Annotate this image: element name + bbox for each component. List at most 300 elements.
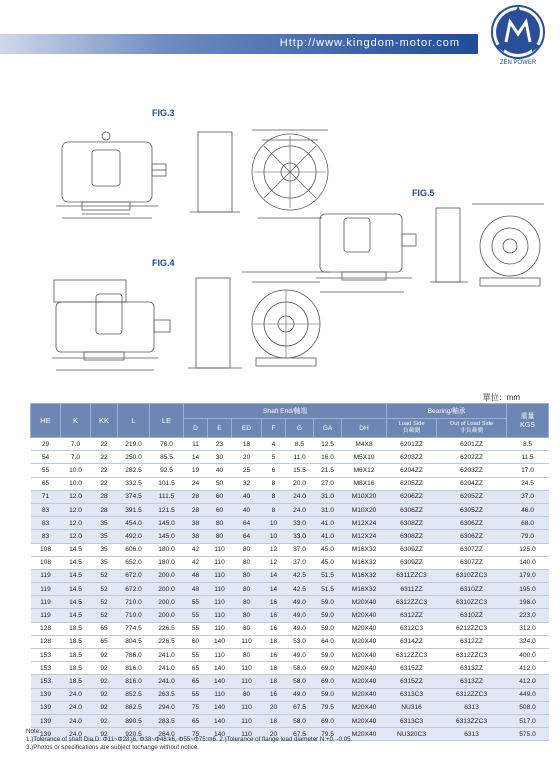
table-cell: 46.0	[507, 503, 549, 516]
table-row	[31, 596, 549, 609]
table-cell: 241.0	[150, 675, 184, 688]
table-cell: 882.5	[118, 701, 150, 714]
table-cell: 22	[91, 438, 118, 451]
table-cell: 18.5	[61, 662, 91, 675]
table-cell: 110	[232, 714, 262, 727]
table-cell: 38	[184, 530, 208, 543]
table-cell: 6205ZZ	[387, 477, 437, 490]
table-cell: 6204ZZ	[437, 477, 507, 490]
table-cell: 16	[262, 688, 286, 701]
table-cell: 10.0	[61, 477, 91, 490]
table-row	[31, 569, 549, 582]
table-cell: 25	[232, 464, 262, 477]
col-header-e: E	[208, 419, 232, 438]
table-cell: 92	[91, 728, 118, 741]
table-cell: 18	[262, 635, 286, 648]
table-cell: 108	[31, 543, 61, 556]
table-cell: 92	[91, 688, 118, 701]
table-cell: 79.5	[314, 728, 342, 741]
table-cell: 59.0	[314, 622, 342, 635]
table-cell: 24.0	[61, 688, 91, 701]
table-cell: 263.5	[150, 688, 184, 701]
table-cell: M8X16	[342, 477, 387, 490]
table-cell: 6308ZZ	[387, 530, 437, 543]
table-cell: 80	[232, 583, 262, 596]
table-cell: 80	[232, 649, 262, 662]
table-cell: 6312ZZC3	[387, 596, 437, 609]
fig4-drawing	[46, 262, 336, 380]
fig4-label: FIG.4	[152, 258, 175, 268]
logo-text: ZEN POWER	[499, 60, 537, 66]
table-cell: 14.5	[61, 569, 91, 582]
table-cell: 35	[91, 556, 118, 569]
table-cell: M5X10	[342, 451, 387, 464]
table-cell: 454.0	[118, 517, 150, 530]
logo-emblem-icon	[484, 2, 552, 62]
table-cell: M20X40	[342, 714, 387, 727]
table-cell: 85.5	[150, 451, 184, 464]
table-cell: 6312C3	[387, 622, 437, 635]
table-cell: 19	[184, 464, 208, 477]
table-cell: 65	[31, 477, 61, 490]
table-cell: 6309ZZ	[387, 543, 437, 556]
table-cell: 24.0	[286, 490, 314, 503]
table-cell: 28	[184, 490, 208, 503]
table-cell: 108	[31, 556, 61, 569]
table-cell: 24.0	[61, 728, 91, 741]
table-cell: 28	[184, 503, 208, 516]
table-cell: 710.0	[118, 609, 150, 622]
table-cell: 12	[262, 543, 286, 556]
table-cell: 198.0	[507, 596, 549, 609]
table-row	[31, 622, 549, 635]
table-cell: 6306ZZ	[437, 530, 507, 543]
table-cell: 139	[31, 688, 61, 701]
table-cell: 49.0	[286, 688, 314, 701]
table-cell: M20X40	[342, 649, 387, 662]
table-cell: 55	[184, 688, 208, 701]
table-cell: 24.0	[61, 701, 91, 714]
table-cell: 80	[232, 688, 262, 701]
table-cell: M12X24	[342, 517, 387, 530]
table-cell: 37.0	[286, 556, 314, 569]
table-cell: 69.0	[314, 662, 342, 675]
table-cell: 672.0	[118, 583, 150, 596]
table-cell: 119	[31, 583, 61, 596]
table-cell: 774.5	[118, 622, 150, 635]
table-cell: 140	[208, 701, 232, 714]
table-cell: 508.0	[507, 701, 549, 714]
table-cell: 606.0	[118, 543, 150, 556]
table-cell: M10X20	[342, 490, 387, 503]
table-cell: M16X32	[342, 569, 387, 582]
table-cell: 517.0	[507, 714, 549, 727]
table-cell: 139	[31, 728, 61, 741]
table-cell: 110	[208, 583, 232, 596]
table-cell: 41.0	[314, 530, 342, 543]
table-cell: 80	[232, 543, 262, 556]
table-cell: 80	[232, 622, 262, 635]
table-cell: 6313ZZ	[437, 662, 507, 675]
table-cell: 55	[184, 622, 208, 635]
table-cell: 6313C3	[387, 688, 437, 701]
table-cell: 125.0	[507, 543, 549, 556]
table-cell: 42	[184, 543, 208, 556]
table-cell: 40	[232, 490, 262, 503]
table-cell: 59.0	[314, 688, 342, 701]
table-cell: 18.5	[61, 675, 91, 688]
table-cell: 200.0	[150, 609, 184, 622]
table-cell: NU316	[387, 701, 437, 714]
table-cell: 55	[184, 649, 208, 662]
table-cell: 110	[208, 649, 232, 662]
table-cell: 101.5	[150, 477, 184, 490]
table-cell: 35	[91, 530, 118, 543]
table-cell: 110	[208, 596, 232, 609]
table-cell: 80	[232, 596, 262, 609]
table-cell: 20.0	[286, 477, 314, 490]
table-cell: 11.5	[507, 451, 549, 464]
table-cell: 80	[232, 556, 262, 569]
header-banner	[0, 34, 478, 54]
table-cell: 65	[91, 635, 118, 648]
table-cell: 4	[262, 438, 286, 451]
table-cell: 92	[91, 701, 118, 714]
table-cell: 33.0	[286, 517, 314, 530]
col-header-k: K	[61, 404, 91, 438]
table-cell: M20X40	[342, 662, 387, 675]
table-cell: 40	[232, 503, 262, 516]
table-cell: 6313	[437, 728, 507, 741]
table-cell: 45.0	[314, 543, 342, 556]
table-cell: M16X32	[342, 583, 387, 596]
table-cell: 492.0	[118, 530, 150, 543]
table-cell: 6309ZZ	[387, 556, 437, 569]
table-cell: 75	[184, 701, 208, 714]
table-cell: 10	[262, 530, 286, 543]
table-cell: 119	[31, 596, 61, 609]
table-cell: 110	[208, 556, 232, 569]
table-cell: 50	[208, 477, 232, 490]
table-cell: 180.0	[150, 556, 184, 569]
table-cell: 6212ZZC3	[437, 622, 507, 635]
table-row	[31, 635, 549, 648]
table-cell: M4X8	[342, 438, 387, 451]
table-cell: 12.0	[61, 503, 91, 516]
table-cell: 12.5	[314, 438, 342, 451]
table-cell: 6311ZZC3	[387, 569, 437, 582]
table-cell: NU320C3	[387, 728, 437, 741]
table-cell: 250.0	[118, 451, 150, 464]
table-cell: 128	[31, 635, 61, 648]
table-cell: 14.5	[61, 596, 91, 609]
table-cell: 6201ZZ	[437, 438, 507, 451]
table-cell: 18.5	[61, 649, 91, 662]
table-cell: 10.0	[61, 464, 91, 477]
table-cell: 35	[91, 517, 118, 530]
table-cell: 64	[232, 530, 262, 543]
table-cell: 67.5	[286, 728, 314, 741]
table-cell: 18	[232, 438, 262, 451]
table-cell: 180.0	[150, 543, 184, 556]
table-cell: 21.5	[314, 464, 342, 477]
table-cell: 83	[31, 530, 61, 543]
fig3-label: FIG.3	[152, 108, 175, 118]
table-cell: 6205ZZ	[437, 490, 507, 503]
table-cell: 6312ZZ	[387, 609, 437, 622]
table-cell: 64	[232, 517, 262, 530]
website-url[interactable]: Http://www.kingdom-motor.com	[279, 37, 460, 49]
table-cell: 20	[262, 728, 286, 741]
table-cell: 332.5	[118, 477, 150, 490]
table-cell: 652.0	[118, 556, 150, 569]
table-cell: 110	[232, 662, 262, 675]
table-cell: 145.0	[150, 517, 184, 530]
table-cell: 55	[184, 609, 208, 622]
table-cell: 68.0	[507, 517, 549, 530]
table-cell: 31.0	[314, 490, 342, 503]
table-cell: 449.0	[507, 688, 549, 701]
table-cell: 69.0	[314, 714, 342, 727]
col-header-d: D	[184, 419, 208, 438]
table-cell: 16	[262, 649, 286, 662]
table-cell: 140	[208, 728, 232, 741]
table-cell: 64.0	[314, 635, 342, 648]
table-row	[31, 530, 549, 543]
table-cell: 264.0	[150, 728, 184, 741]
table-cell: 60	[184, 635, 208, 648]
table-cell: 6315ZZ	[387, 662, 437, 675]
table-cell: 8.5	[286, 438, 314, 451]
table-cell: 22	[91, 451, 118, 464]
table-cell: M16X32	[342, 556, 387, 569]
table-cell: 6313ZZ	[437, 675, 507, 688]
table-cell: 786.0	[118, 649, 150, 662]
table-cell: 140.0	[507, 556, 549, 569]
table-cell: 12.0	[61, 490, 91, 503]
table-cell: 92	[91, 649, 118, 662]
table-cell: 6307ZZ	[437, 556, 507, 569]
table-cell: 6	[262, 464, 286, 477]
table-cell: 71	[31, 490, 61, 503]
table-cell: 6203ZZ	[437, 464, 507, 477]
table-cell: 6305ZZ	[437, 503, 507, 516]
table-cell: 153	[31, 675, 61, 688]
table-cell: M20X40	[342, 728, 387, 741]
table-cell: M20X40	[342, 596, 387, 609]
table-cell: 35	[91, 543, 118, 556]
table-cell: 179.0	[507, 569, 549, 582]
table-cell: M12X24	[342, 530, 387, 543]
table-cell: 45.0	[314, 556, 342, 569]
table-cell: M20X40	[342, 622, 387, 635]
table-cell: M20X40	[342, 609, 387, 622]
table-cell: 37.0	[507, 490, 549, 503]
table-cell: 80	[232, 609, 262, 622]
company-logo	[484, 2, 552, 70]
table-row	[31, 490, 549, 503]
table-row	[31, 675, 549, 688]
table-cell: 139	[31, 714, 61, 727]
fig5-label: FIG.5	[412, 188, 435, 198]
table-cell: 145.0	[150, 530, 184, 543]
col-header-load-side: Load Side 負載側	[387, 419, 437, 438]
table-cell: 59.0	[314, 609, 342, 622]
table-cell: 7.0	[61, 438, 91, 451]
table-cell: 12	[262, 556, 286, 569]
table-cell: 58.0	[286, 662, 314, 675]
table-cell: 6202ZZ	[437, 451, 507, 464]
table-cell: 6310ZZ	[437, 583, 507, 596]
col-header-he: HE	[31, 404, 61, 438]
table-cell: 241.0	[150, 649, 184, 662]
table-cell: 12.0	[61, 530, 91, 543]
table-row	[31, 543, 549, 556]
table-cell: M20X40	[342, 688, 387, 701]
table-cell: 110	[232, 635, 262, 648]
table-cell: 400.0	[507, 649, 549, 662]
table-cell: 15.5	[286, 464, 314, 477]
table-cell: 24.5	[507, 477, 549, 490]
table-cell: 6311ZZ	[387, 583, 437, 596]
table-cell: 92	[91, 675, 118, 688]
table-cell: 14.5	[61, 583, 91, 596]
notes-title: Note:	[26, 728, 41, 735]
table-cell: 16	[262, 622, 286, 635]
table-cell: 22	[91, 464, 118, 477]
table-cell: 49.0	[286, 649, 314, 662]
table-cell: 6313ZZC3	[437, 714, 507, 727]
col-header-f: F	[262, 419, 286, 438]
table-cell: 312.0	[507, 622, 549, 635]
table-cell: 14.5	[61, 556, 91, 569]
table-row	[31, 477, 549, 490]
table-cell: 153	[31, 662, 61, 675]
table-cell: 83	[31, 517, 61, 530]
table-cell: 8	[262, 477, 286, 490]
table-cell: 195.0	[507, 583, 549, 596]
table-cell: 27.0	[314, 477, 342, 490]
table-cell: 816.0	[118, 675, 150, 688]
table-cell: 22	[91, 477, 118, 490]
table-cell: 6201ZZ	[387, 438, 437, 451]
table-cell: 5	[262, 451, 286, 464]
table-cell: 890.5	[118, 714, 150, 727]
table-cell: 8.5	[507, 438, 549, 451]
table-cell: 16	[262, 609, 286, 622]
table-cell: 92	[91, 662, 118, 675]
table-cell: 52	[91, 596, 118, 609]
table-cell: 14.5	[61, 543, 91, 556]
group-header-shaft: Shaft End/軸端	[184, 404, 387, 419]
table-cell: 37.0	[286, 543, 314, 556]
table-cell: 92.5	[150, 464, 184, 477]
table-cell: 804.5	[118, 635, 150, 648]
col-header-dh: DH	[342, 419, 387, 438]
table-cell: 92	[91, 714, 118, 727]
table-cell: 374.5	[118, 490, 150, 503]
table-cell: 16.0	[314, 451, 342, 464]
table-cell: 6312ZZC3	[437, 688, 507, 701]
table-cell: 32	[232, 477, 262, 490]
table-cell: 412.0	[507, 662, 549, 675]
fig3-drawing	[48, 122, 338, 232]
table-cell: 80	[208, 517, 232, 530]
table-cell: 79.5	[314, 701, 342, 714]
table-cell: 54	[31, 451, 61, 464]
notes-line-2: 3.)Photos or specifications are subject tochange without notice.	[26, 744, 200, 751]
table-cell: 14.5	[61, 609, 91, 622]
table-cell: 8	[262, 490, 286, 503]
notes-line-1: 1.)Tolerance of shaft Dia.D: Φ11~Φ28:j6, Φ38~Φ48:k6, Φ55~Φ75:m6. 2.)Tolerance of flange lead diameter N:+0, -0.05.	[26, 736, 353, 743]
table-cell: 59.0	[314, 649, 342, 662]
table-cell: 6314ZZ	[387, 635, 437, 648]
table-cell: M20X40	[342, 635, 387, 648]
table-cell: 6306ZZ	[387, 503, 437, 516]
table-cell: 110	[232, 675, 262, 688]
table-cell: 49.0	[286, 622, 314, 635]
col-header-le: LE	[150, 404, 184, 438]
table-cell: 110	[232, 701, 262, 714]
table-row	[31, 503, 549, 516]
table-cell: 52	[91, 569, 118, 582]
table-cell: 40	[208, 464, 232, 477]
table-cell: 30	[208, 451, 232, 464]
col-header-out-of-load-side: Out of Load Side 非負載側	[437, 419, 507, 438]
table-cell: 60	[208, 503, 232, 516]
table-cell: 60	[208, 490, 232, 503]
table-cell: 14	[184, 451, 208, 464]
table-cell: 140	[208, 635, 232, 648]
table-cell: 51.5	[314, 569, 342, 582]
table-cell: 83	[31, 503, 61, 516]
table-cell: 575.0	[507, 728, 549, 741]
table-cell: 282.5	[118, 464, 150, 477]
table-cell: 200.0	[150, 583, 184, 596]
table-row	[31, 464, 549, 477]
table-row	[31, 583, 549, 596]
table-cell: 18.5	[61, 635, 91, 648]
table-cell: 200.0	[150, 596, 184, 609]
table-cell: 119	[31, 569, 61, 582]
table-cell: 153	[31, 649, 61, 662]
table-cell: 65	[184, 675, 208, 688]
col-header-ed: ED	[232, 419, 262, 438]
table-row	[31, 662, 549, 675]
table-cell: 110	[232, 728, 262, 741]
table-cell: 42.5	[286, 583, 314, 596]
table-row	[31, 438, 549, 451]
table-cell: 6313	[437, 701, 507, 714]
table-cell: 6310ZZC3	[437, 569, 507, 582]
table-cell: 12.0	[61, 517, 91, 530]
table-cell: 28	[91, 503, 118, 516]
table-cell: 76.0	[150, 438, 184, 451]
table-cell: 69.0	[314, 675, 342, 688]
table-cell: 55	[31, 464, 61, 477]
table-cell: 110	[208, 609, 232, 622]
table-cell: 33.0	[286, 530, 314, 543]
table-cell: 48	[184, 583, 208, 596]
table-cell: 11	[184, 438, 208, 451]
table-row	[31, 556, 549, 569]
table-row	[31, 714, 549, 727]
table-cell: 52	[91, 583, 118, 596]
table-cell: 6203ZZ	[387, 451, 437, 464]
table-cell: 294.0	[150, 701, 184, 714]
table-cell: 24	[184, 477, 208, 490]
table-cell: 53.0	[286, 635, 314, 648]
